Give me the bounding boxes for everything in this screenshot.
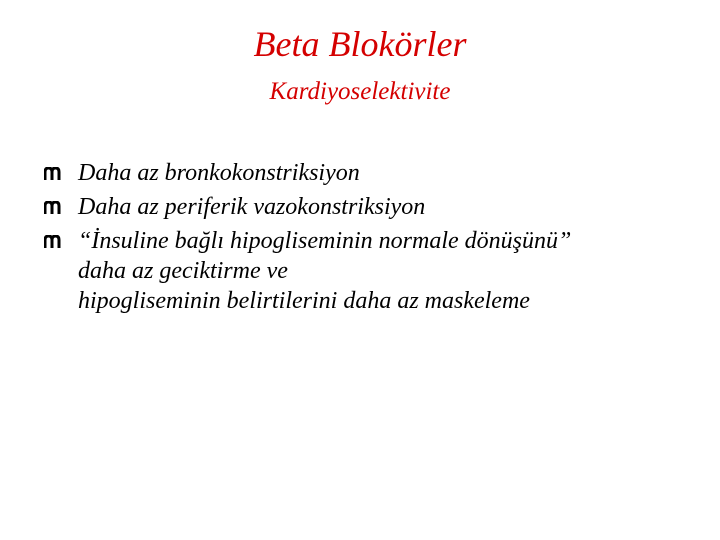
bullet-item bbox=[42, 226, 702, 316]
bullet-text-line: “İnsuline bağlı hipogliseminin normale dönüşünü” bbox=[78, 228, 572, 254]
slide-subtitle: Kardiyoselektivite bbox=[269, 78, 451, 105]
bullet-m-icon bbox=[44, 201, 62, 215]
bullet-text: Daha az bronkokonstriksiyon bbox=[78, 160, 360, 186]
bullet-text-line: daha az geciktirme ve bbox=[78, 258, 288, 284]
bullet-list bbox=[42, 158, 702, 320]
bullet-text-line: hipogliseminin belirtilerini daha az maskeleme bbox=[78, 288, 530, 314]
bullet-item bbox=[42, 192, 702, 222]
bullet-text: Daha az periferik vazokonstriksiyon bbox=[78, 194, 426, 220]
bullet-m-icon bbox=[44, 235, 62, 249]
bullet-item bbox=[42, 158, 702, 188]
slide-title: Beta Blokörler bbox=[253, 24, 467, 64]
bullet-m-icon bbox=[44, 167, 62, 181]
